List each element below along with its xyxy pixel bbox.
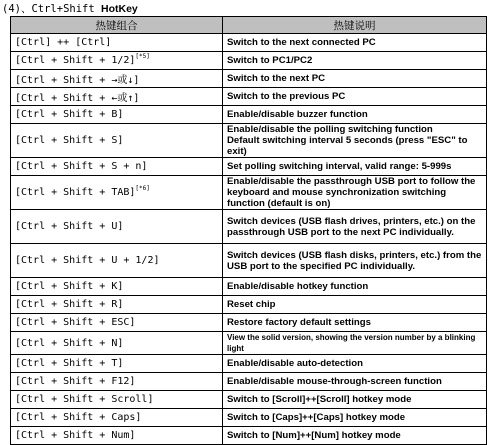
description-cell [223,106,487,124]
table-row [11,409,487,427]
hotkey-text: [Ctrl + Shift + B] [15,109,124,120]
hotkey-cell [11,409,223,427]
hotkey-cell [11,296,223,314]
section-index: (4)、Ctrl+Shift [2,3,102,15]
table-row [11,355,487,373]
section-heading [2,1,138,15]
hotkey-text: [Ctrl + Shift + T] [15,358,124,369]
description-cell [223,373,487,391]
description-line: Enable/disable the passthrough USB port to follow the keyboard and mouse synchronization switching function (default is on) [227,176,476,209]
description-cell [223,244,487,278]
description-cell [223,427,487,445]
hotkey-cell [11,332,223,355]
hotkey-text: [Ctrl + Shift + Scroll] [15,394,154,405]
footnote-marker: [*6] [135,185,150,192]
hotkey-cell [11,106,223,124]
hotkey-text: [Ctrl + Shift + U + 1/2] [15,255,160,266]
hotkey-text: [Ctrl + Shift + ←或↑] [15,93,140,104]
description-cell [223,314,487,332]
description-line: Enable/disable the polling switching function [227,124,433,135]
table-row [11,373,487,391]
description-line: Switch to [Num]++[Num] hotkey mode [227,430,401,441]
hotkey-cell [11,373,223,391]
table-row [11,314,487,332]
hotkey-cell [11,88,223,106]
hotkey-table [10,16,487,445]
hotkey-text: [Ctrl + Shift + S + n] [15,161,148,172]
table-row [11,88,487,106]
hotkey-text: [Ctrl + Shift + U] [15,221,124,232]
table-row [11,124,487,158]
description-line: Switch devices (USB flash drives, printers, etc.) on the passthrough USB port to the next PC individually. [227,215,476,238]
description-line: Enable/disable mouse-through-screen function [227,376,442,387]
hotkey-text: [Ctrl + Shift + S] [15,135,124,146]
description-line: Enable/disable hotkey function [227,281,369,292]
footnote-marker: [*5] [135,53,150,60]
description-cell [223,34,487,52]
table-row [11,106,487,124]
hotkey-cell [11,391,223,409]
hotkey-cell [11,355,223,373]
hotkey-cell [11,158,223,176]
table-row [11,391,487,409]
description-line: Restore factory default settings [227,317,371,328]
hotkey-cell [11,176,223,210]
description-cell [223,355,487,373]
description-line: Switch to [Caps]++[Caps] hotkey mode [227,412,406,423]
hotkey-text: [Ctrl + Shift + →或↓] [15,75,140,86]
description-cell [223,124,487,158]
hotkey-cell [11,278,223,296]
description-cell [223,52,487,70]
description-cell [223,158,487,176]
header-hotkey-combination: 热键组合 [11,17,223,34]
hotkey-cell [11,427,223,445]
description-cell [223,409,487,427]
hotkey-cell [11,210,223,244]
table-row [11,296,487,314]
description-line: Switch to the next PC [227,73,326,84]
description-line: Set polling switching interval, valid range: 5-999s [227,161,452,172]
table-row [11,210,487,244]
hotkey-text: [Ctrl + Shift + 1/2] [15,55,136,66]
description-line: Switch to PC1/PC2 [227,55,313,66]
hotkey-text: [Ctrl + Shift + K] [15,281,124,292]
table-header-row [11,17,487,34]
description-line: Enable/disable auto-detection [227,358,363,369]
section-title: HotKey [101,3,138,15]
description-line: Switch to the next connected PC [227,37,376,48]
table-row [11,70,487,88]
description-cell [223,88,487,106]
description-cell [223,176,487,210]
hotkey-text: [Ctrl + Shift + TAB] [15,187,136,198]
hotkey-cell [11,124,223,158]
table-row [11,332,487,355]
description-line: View the solid version, showing the version number by a blinking light [227,333,476,353]
description-line: Switch to [Scroll]++[Scroll] hotkey mode [227,394,412,405]
hotkey-text: [Ctrl + Shift + F12] [15,376,136,387]
table-row [11,427,487,445]
hotkey-text: [Ctrl + Shift + Caps] [15,412,142,423]
hotkey-cell [11,244,223,278]
table-row [11,34,487,52]
description-cell [223,332,487,355]
hotkey-cell [11,34,223,52]
description-cell [223,296,487,314]
hotkey-text: [Ctrl + Shift + R] [15,299,124,310]
hotkey-cell [11,314,223,332]
hotkey-text: [Ctrl + Shift + Num] [15,430,136,441]
description-cell [223,391,487,409]
table-row [11,176,487,210]
table-row [11,158,487,176]
description-line: Default switching interval 5 seconds (press "ESC" to exit) [227,135,468,157]
hotkey-text: [Ctrl] ++ [Ctrl] [15,37,112,48]
hotkey-cell [11,70,223,88]
description-line: Reset chip [227,299,276,310]
table-row [11,278,487,296]
table-row [11,244,487,278]
table-body [11,34,487,445]
description-line: Enable/disable buzzer function [227,109,368,120]
hotkey-cell [11,52,223,70]
hotkey-text: [Ctrl + Shift + N] [15,337,124,349]
description-cell [223,278,487,296]
table-row [11,52,487,70]
hotkey-text: [Ctrl + Shift + ESC] [15,317,136,328]
description-cell [223,210,487,244]
header-hotkey-description: 热键说明 [223,17,487,34]
description-line: Switch devices (USB flash disks, printers, etc.) from the USB port to the specified PC individually. [227,249,482,272]
description-cell [223,70,487,88]
description-line: Switch to the previous PC [227,91,346,102]
